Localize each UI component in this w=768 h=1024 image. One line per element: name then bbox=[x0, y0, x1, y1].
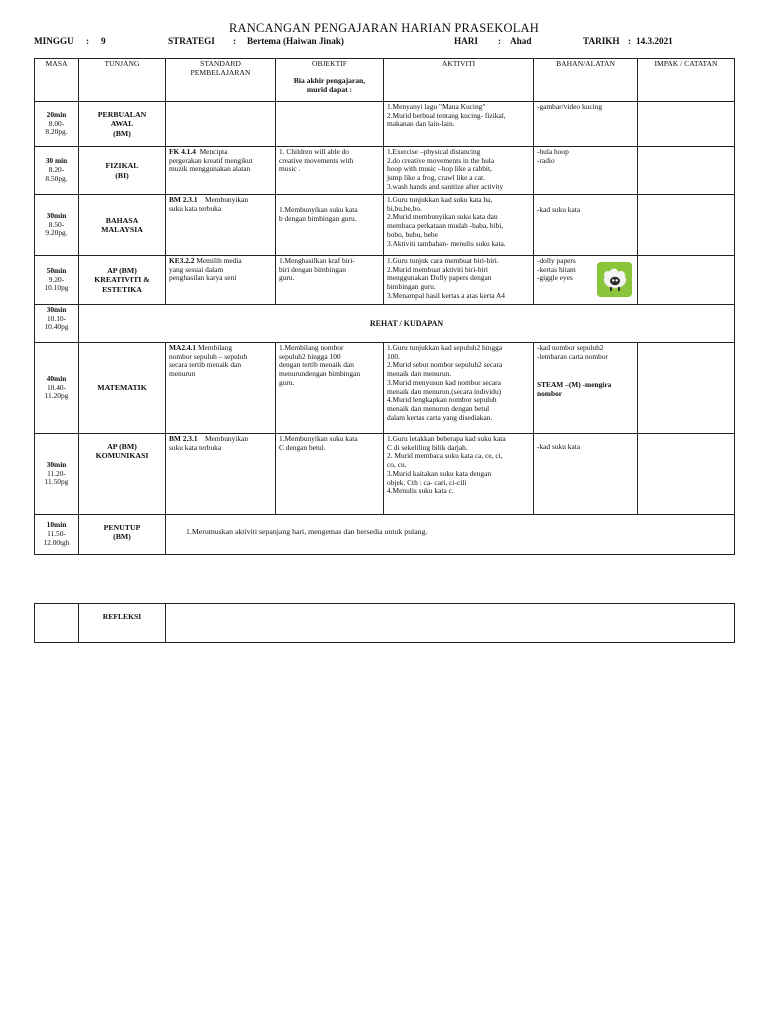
standard-code: MA2.4.1 bbox=[169, 343, 197, 352]
standard-cell bbox=[166, 195, 276, 256]
table-row bbox=[35, 434, 735, 515]
penutup-summary: 1.Merumuskan aktiviti sepanjang hari, mengemas dan bersedia untuk pulang. bbox=[166, 515, 735, 555]
tunjang-line: PENUTUP bbox=[103, 523, 141, 532]
objektif-line: guru. bbox=[279, 377, 295, 387]
bahan-line: -lembaran carta nombor bbox=[537, 351, 608, 361]
masa-time: 11.50pg bbox=[44, 477, 69, 487]
objektif-cell bbox=[276, 343, 384, 434]
aktiviti-cell bbox=[384, 102, 534, 147]
table-row bbox=[35, 256, 735, 305]
masa-duration: 50min bbox=[46, 265, 67, 275]
impak-cell bbox=[638, 195, 735, 256]
tunjang-line: AP (BM) bbox=[107, 266, 137, 276]
masa-cell bbox=[35, 147, 79, 195]
sheep-image bbox=[597, 262, 632, 297]
objektif-cell bbox=[276, 102, 384, 147]
aktiviti-line: 4.Murid lengkapkan nombor sepuluh bbox=[387, 395, 497, 405]
aktiviti-cell bbox=[384, 195, 534, 256]
rehat-cell: REHAT / KUDAPAN bbox=[79, 305, 735, 343]
tarikh-label: TARIKH bbox=[583, 36, 620, 46]
tunjang-line: (BI) bbox=[115, 170, 129, 180]
aktiviti-cell bbox=[384, 434, 534, 515]
aktiviti-line: 1.Exercise –physical distancing bbox=[387, 147, 481, 156]
tarikh-colon: : bbox=[628, 36, 632, 46]
standard-line: Memilih media bbox=[196, 256, 242, 265]
standard-line: nombor sepuluh – sepuluh bbox=[169, 351, 248, 361]
masa-time: 8.20- bbox=[48, 165, 65, 175]
aktiviti-line: menaik dan menurun. bbox=[387, 369, 452, 379]
tunjang-line: KREATIVITI & bbox=[94, 275, 150, 285]
standard-cell bbox=[166, 147, 276, 195]
aktiviti-line: co, cu. bbox=[387, 460, 407, 470]
bahan-line: -kad nombor sepuluh2 bbox=[537, 343, 604, 352]
bahan-line: -kertas hitam bbox=[537, 264, 576, 274]
aktiviti-line: 3.Murid kaitakan suku kata dengan bbox=[387, 468, 492, 478]
standard-code: BM 2.3.1 bbox=[169, 434, 198, 443]
masa-duration: 40min bbox=[46, 373, 67, 383]
aktiviti-line: 1.Guru letakkan beberapa kad suku kata bbox=[387, 434, 506, 443]
objektif-cell bbox=[276, 147, 384, 195]
page-title: RANCANGAN PENGAJARAN HARIAN PRASEKOLAH bbox=[228, 21, 540, 35]
tunjang-line: KOMUNIKASI bbox=[95, 451, 149, 461]
bahan-line: -dolly papers bbox=[537, 256, 576, 265]
header-objektif bbox=[276, 59, 384, 102]
standard-line: suku kata terbuka bbox=[169, 442, 222, 452]
masa-time: 8.20pg. bbox=[45, 127, 68, 137]
aktiviti-line: menggunakan Dolly papers dengan bbox=[387, 273, 492, 283]
masa-duration: 30 min bbox=[45, 156, 68, 166]
masa-cell bbox=[35, 343, 79, 434]
hari-value: Ahad bbox=[510, 36, 532, 46]
hari-colon: : bbox=[498, 36, 502, 46]
header-row bbox=[35, 59, 735, 102]
bahan-line: -radio bbox=[537, 155, 555, 165]
tunjang-line: (BM) bbox=[113, 532, 131, 542]
objektif-line: 1.Menghasilkan kraf biri- bbox=[279, 256, 355, 265]
tunjang-line: AWAL bbox=[110, 119, 134, 129]
table-row bbox=[35, 147, 735, 195]
masa-time: 12.00tgh bbox=[43, 537, 70, 547]
standard-cell bbox=[166, 434, 276, 515]
objektif-line: 1.Membunyikan suku kata bbox=[279, 205, 358, 214]
bahan-line: -kad suku kata bbox=[537, 205, 581, 214]
aktiviti-line: 2.do creative movements in the hula bbox=[387, 155, 495, 165]
tunjang-cell bbox=[79, 256, 166, 305]
header-objektif-sub: Bia akhir pengajaran, bbox=[293, 75, 366, 85]
aktiviti-line: jump like a frog, crawl like a cat. bbox=[387, 173, 485, 183]
aktiviti-line: dalam kertas carta yang disediakan. bbox=[387, 412, 493, 422]
aktiviti-line: 2.Murid berbual tentang kucing- fizikal, bbox=[387, 110, 506, 120]
aktiviti-line: 3.Murid menyusun kad nombor secara bbox=[387, 377, 501, 387]
aktiviti-line: 1.Guru tunjukkan kad sepuluh2 hingga bbox=[387, 343, 503, 352]
masa-time: 9.20- bbox=[48, 274, 65, 284]
standard-code: KE3.2.2 bbox=[169, 256, 195, 265]
standard-cell bbox=[166, 256, 276, 305]
standard-line: Membunyikan bbox=[204, 195, 249, 204]
masa-duration: 20min bbox=[46, 109, 67, 119]
aktiviti-line: 1.Guru tunjuk cara membuat biri-biri. bbox=[387, 256, 499, 265]
tunjang-cell bbox=[79, 515, 166, 555]
masa-cell bbox=[35, 305, 79, 343]
aktiviti-line: 2.Murid sebut nombor sepuluh2 secara bbox=[387, 360, 503, 370]
aktiviti-line: 3.Aktiviti tambahan- menulis suku kata. bbox=[387, 238, 506, 248]
aktiviti-line: menaik dan menurun.(secara individu) bbox=[387, 386, 502, 396]
standard-code: FK 4.1.4 bbox=[169, 147, 196, 156]
objektif-line: music . bbox=[279, 164, 301, 174]
masa-cell bbox=[35, 195, 79, 256]
aktiviti-cell bbox=[384, 256, 534, 305]
objektif-cell bbox=[276, 434, 384, 515]
tunjang-line: MATEMATIK bbox=[97, 383, 147, 393]
impak-cell bbox=[638, 102, 735, 147]
tunjang-line: PERBUALAN bbox=[97, 110, 147, 120]
aktiviti-line: C di sekeliling bilik darjah. bbox=[387, 442, 468, 452]
bahan-line: -giggle eyes bbox=[537, 273, 573, 283]
tunjang-cell bbox=[79, 195, 166, 256]
bahan-cell bbox=[534, 343, 638, 434]
masa-time: 10.40pg bbox=[44, 322, 69, 332]
standard-line: Membunyikan bbox=[204, 434, 249, 443]
tunjang-cell bbox=[79, 102, 166, 147]
aktiviti-line: 1.Guru tunjukkan kad suku kata ba, bbox=[387, 195, 493, 204]
masa-cell bbox=[35, 102, 79, 147]
objektif-line: creative movements with bbox=[279, 155, 354, 165]
tunjang-line: MALAYSIA bbox=[101, 225, 143, 234]
standard-line: Membilang bbox=[197, 343, 233, 352]
masa-duration: 30min bbox=[46, 210, 67, 220]
header-standard bbox=[166, 59, 276, 102]
strategi-label: STRATEGI bbox=[168, 36, 215, 46]
aktiviti-line: 2.Murid membunyikan suku kata dan bbox=[387, 212, 498, 222]
header-standard-line: STANDARD bbox=[200, 59, 241, 68]
sheep-icon bbox=[597, 262, 632, 297]
masa-time: 10.40- bbox=[46, 382, 67, 392]
objektif-line: 1.Membunyikan suku kata bbox=[279, 434, 358, 443]
refleksi-content-cell[interactable] bbox=[166, 604, 735, 643]
header-masa: MASA bbox=[35, 59, 79, 102]
header-tunjang: TUNJANG bbox=[79, 59, 166, 102]
masa-time: 9.20pg. bbox=[45, 228, 68, 238]
masa-time: 11.20pg bbox=[44, 391, 69, 401]
standard-cell bbox=[166, 102, 276, 147]
bahan-cell bbox=[534, 147, 638, 195]
masa-time: 10.10pg bbox=[44, 283, 69, 293]
table-row bbox=[35, 343, 735, 434]
bahan-cell bbox=[534, 102, 638, 147]
tunjang-line: (BM) bbox=[113, 128, 131, 138]
aktiviti-line: menaik dan menurun dengan betul bbox=[387, 404, 490, 414]
strategi-value: Bertema (Haiwan Jinak) bbox=[247, 36, 344, 46]
bahan-line: -gambar/video kucing bbox=[537, 102, 603, 111]
aktiviti-cell bbox=[384, 343, 534, 434]
tunjang-line: ESTETIKA bbox=[102, 284, 142, 294]
aktiviti-line: bi,bu,be,bo. bbox=[387, 203, 422, 213]
aktiviti-line: 2. Murid membaca suku kata ca, ce, ci, bbox=[387, 451, 503, 461]
objektif-line: dengan tertib menaik dan bbox=[279, 360, 354, 370]
refleksi-empty-cell bbox=[35, 604, 79, 643]
bahan-line: -kad suku kata bbox=[537, 442, 581, 451]
objektif-line: menurundengan bimbingan bbox=[279, 369, 361, 379]
bahan-cell bbox=[534, 256, 638, 305]
masa-time: 8.50pg. bbox=[45, 173, 68, 183]
masa-cell bbox=[35, 256, 79, 305]
header-objektif-label: OBJEKTIF bbox=[311, 59, 348, 68]
header-objektif-sub: murid dapat : bbox=[306, 84, 353, 94]
standard-line: secara tertib menaik dan bbox=[169, 360, 242, 370]
refleksi-row bbox=[35, 604, 735, 643]
objektif-cell bbox=[276, 256, 384, 305]
aktiviti-line: objek. Cth : ca- cari, ci-cili bbox=[387, 477, 467, 487]
standard-line: Mencipta bbox=[199, 147, 228, 156]
objektif-line: guru. bbox=[279, 273, 295, 283]
objektif-line: b dengan bimbingan guru. bbox=[279, 213, 357, 223]
standard-line: suku kata terbuka bbox=[169, 203, 222, 213]
impak-cell bbox=[638, 343, 735, 434]
standard-line: menurun bbox=[169, 369, 196, 379]
minggu-value: 9 bbox=[101, 36, 106, 46]
aktiviti-line: 3.wash hands and sanitize after activity bbox=[387, 181, 504, 191]
aktiviti-line: 4.Menulis suku kata c. bbox=[387, 486, 454, 496]
masa-duration: 30min bbox=[46, 459, 67, 469]
aktiviti-line: makanan dan lain-lain. bbox=[387, 119, 455, 129]
header-standard-line: PEMBELAJARAN bbox=[190, 67, 251, 77]
bahan-note: STEAM –(M) -mengira bbox=[537, 380, 612, 390]
bahan-note: nombor bbox=[537, 389, 563, 399]
aktiviti-line: 3.Menampal hasil kertas a atas kerta A4 bbox=[387, 290, 506, 300]
aktiviti-line: hoop with music –hop like a rabbit, bbox=[387, 164, 492, 174]
standard-line: pergerakan kreatif mengikut bbox=[169, 155, 253, 165]
standard-line: muzik menggunakan alatan bbox=[169, 164, 251, 174]
masa-time: 8.00- bbox=[48, 118, 65, 128]
aktiviti-line: bobo, bubu, bebe bbox=[387, 229, 438, 239]
strategi-colon: : bbox=[233, 36, 237, 46]
refleksi-table bbox=[34, 603, 735, 643]
aktiviti-line: 1.Menyanyi lagu "Mana Kucing" bbox=[387, 102, 486, 111]
table-row bbox=[35, 515, 735, 555]
masa-duration: 10min bbox=[46, 520, 67, 530]
lesson-plan-table bbox=[34, 58, 735, 555]
header-impak: IMPAK / CATATAN bbox=[638, 59, 735, 102]
tunjang-cell bbox=[79, 343, 166, 434]
aktiviti-line: 2.Murid membuat aktiviti biri-biri bbox=[387, 264, 488, 274]
table-row bbox=[35, 305, 735, 343]
table-row bbox=[35, 195, 735, 256]
standard-line: yang sesuai dalam bbox=[169, 264, 224, 274]
masa-cell bbox=[35, 434, 79, 515]
objektif-line: C dengan betul. bbox=[279, 442, 326, 452]
objektif-line: 1. Children will able do bbox=[279, 147, 349, 156]
masa-duration: 30min bbox=[46, 305, 67, 314]
standard-cell bbox=[166, 343, 276, 434]
objektif-line: sepuluh2 hingga 100 bbox=[279, 351, 341, 361]
hari-label: HARI bbox=[454, 36, 478, 46]
minggu-label: MINGGU bbox=[34, 36, 74, 46]
objektif-line: 1.Membilang nombor bbox=[279, 343, 344, 352]
objektif-line: biri dengan bimbingan bbox=[279, 264, 346, 274]
tunjang-cell bbox=[79, 147, 166, 195]
tunjang-line: BAHASA bbox=[105, 215, 139, 225]
masa-time: 11.20- bbox=[47, 468, 66, 478]
impak-cell bbox=[638, 256, 735, 305]
minggu-colon: : bbox=[86, 36, 90, 46]
aktiviti-line: membaca perkataan mudah -baba, bibi, bbox=[387, 221, 504, 231]
aktiviti-line: bimbingan guru. bbox=[387, 282, 436, 292]
refleksi-label: REFLEKSI bbox=[79, 604, 166, 643]
table-row bbox=[35, 102, 735, 147]
masa-cell bbox=[35, 515, 79, 555]
aktiviti-cell bbox=[384, 147, 534, 195]
bahan-line: -hula hoop bbox=[537, 147, 569, 156]
bahan-cell bbox=[534, 434, 638, 515]
objektif-cell bbox=[276, 195, 384, 256]
standard-code: BM 2.3.1 bbox=[169, 195, 198, 204]
masa-time: 10.10- bbox=[46, 313, 67, 323]
tunjang-line: AP (BM) bbox=[107, 442, 137, 451]
tunjang-cell bbox=[79, 434, 166, 515]
masa-time: 11.50- bbox=[47, 529, 66, 539]
masa-time: 8.50- bbox=[48, 219, 65, 229]
header-bahan: BAHAN/ALATAN bbox=[534, 59, 638, 102]
impak-cell bbox=[638, 147, 735, 195]
aktiviti-line: 100. bbox=[387, 351, 400, 361]
impak-cell bbox=[638, 434, 735, 515]
tarikh-value: 14.3.2021 bbox=[636, 36, 673, 46]
bahan-cell bbox=[534, 195, 638, 256]
header-aktiviti: AKTIVITI bbox=[384, 59, 534, 102]
standard-line: penghasilan karya seni bbox=[169, 273, 237, 283]
tunjang-line: FIZIKAL bbox=[105, 161, 139, 171]
